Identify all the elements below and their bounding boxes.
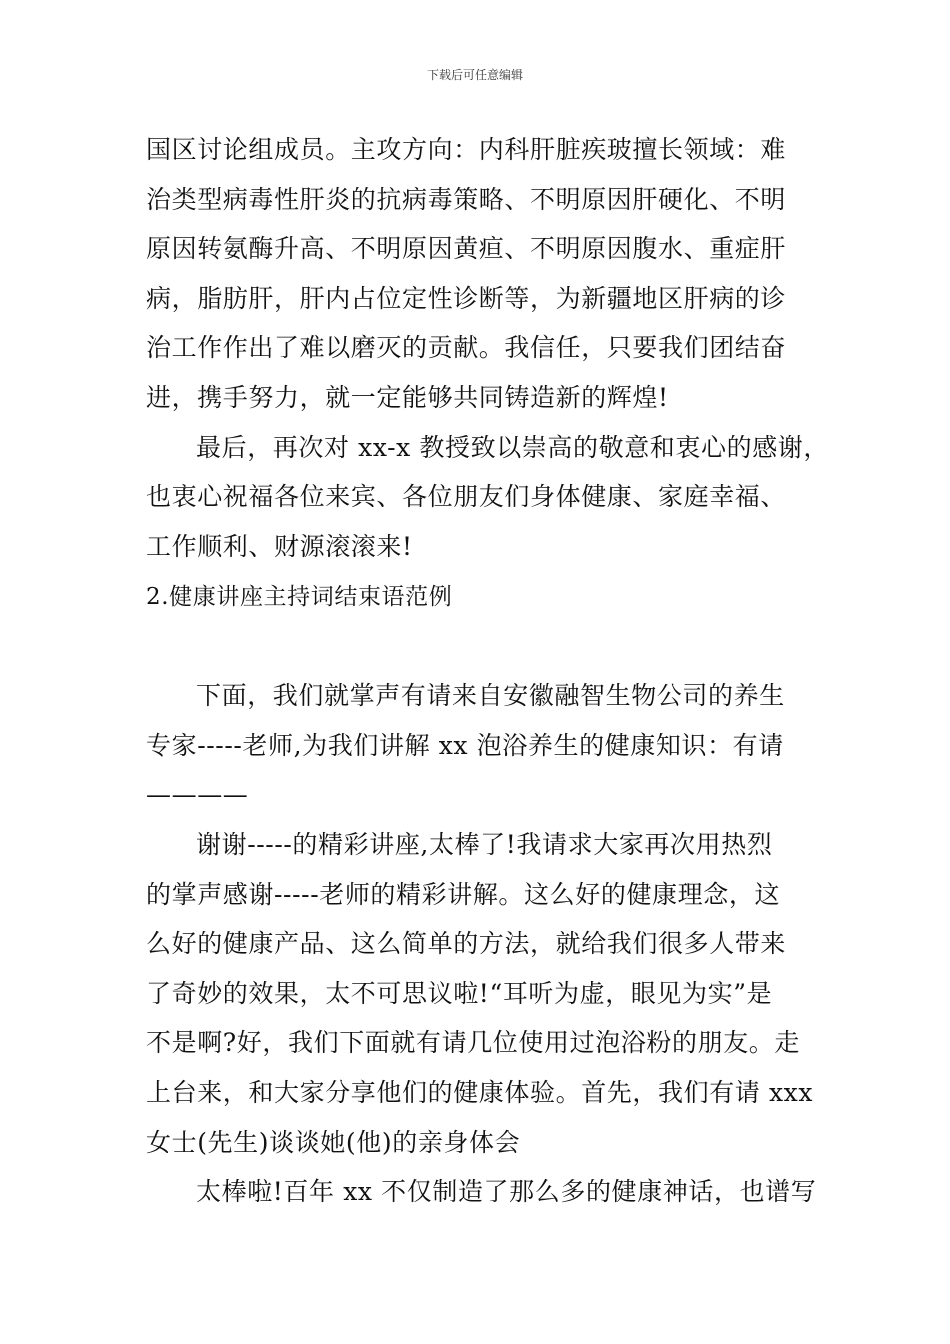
body-line: 病，脂肪肝，肝内占位定性诊断等，为新疆地区肝病的诊 [146,284,787,313]
body-line: 太棒啦!百年 xx 不仅制造了那么多的健康神话，也谱写 [196,1177,817,1206]
body-line: 了奇妙的效果，太不可思议啦!“耳听为虚，眼见为实”是 [146,979,773,1008]
body-line: 么好的健康产品、这么简单的方法，就给我们很多人带来 [146,929,787,958]
section-heading: 2.健康讲座主持词结束语范例 [146,584,453,610]
body-line: 上台来，和大家分享他们的健康体验。首先，我们有请 xxx [146,1078,814,1107]
body-line: 工作顺利、财源滚滚来! [146,532,413,561]
body-line: 最后，再次对 xx-x 教授致以崇高的敬意和衷心的感谢， [196,433,830,462]
body-line: 的掌声感谢-----老师的精彩讲解。这么好的健康理念，这 [146,880,781,909]
body-line: 下面，我们就掌声有请来自安徽融智生物公司的养生 [196,681,785,710]
body-line: 国区讨论组成员。主攻方向：内科肝脏疾玻擅长领域：难 [146,135,787,164]
body-line: 不是啊?好，我们下面就有请几位使用过泡浴粉的朋友。走 [146,1028,801,1057]
body-line: 谢谢-----的精彩讲座,太棒了!我请求大家再次用热烈 [196,830,773,859]
body-line: 也衷心祝福各位来宾、各位朋友们身体健康、家庭幸福、 [146,482,787,511]
body-line: 专家-----老师,为我们讲解 xx 泡浴养生的健康知识：有请 [146,731,784,760]
body-line: 女士(先生)谈谈她(他)的亲身体会 [146,1128,521,1157]
body-line: 进，携手努力，就一定能够共同铸造新的辉煌! [146,383,669,412]
body-line: 治工作作出了难以磨灭的贡献。我信任，只要我们团结奋 [146,333,787,362]
body-line: ———— [146,780,249,809]
body-line: 原因转氨酶升高、不明原因黄疸、不明原因腹水、重症肝 [146,234,787,263]
body-line: 治类型病毒性肝炎的抗病毒策略、不明原因肝硬化、不明 [146,185,787,214]
page-header: 下载后可任意编辑 [426,68,523,82]
